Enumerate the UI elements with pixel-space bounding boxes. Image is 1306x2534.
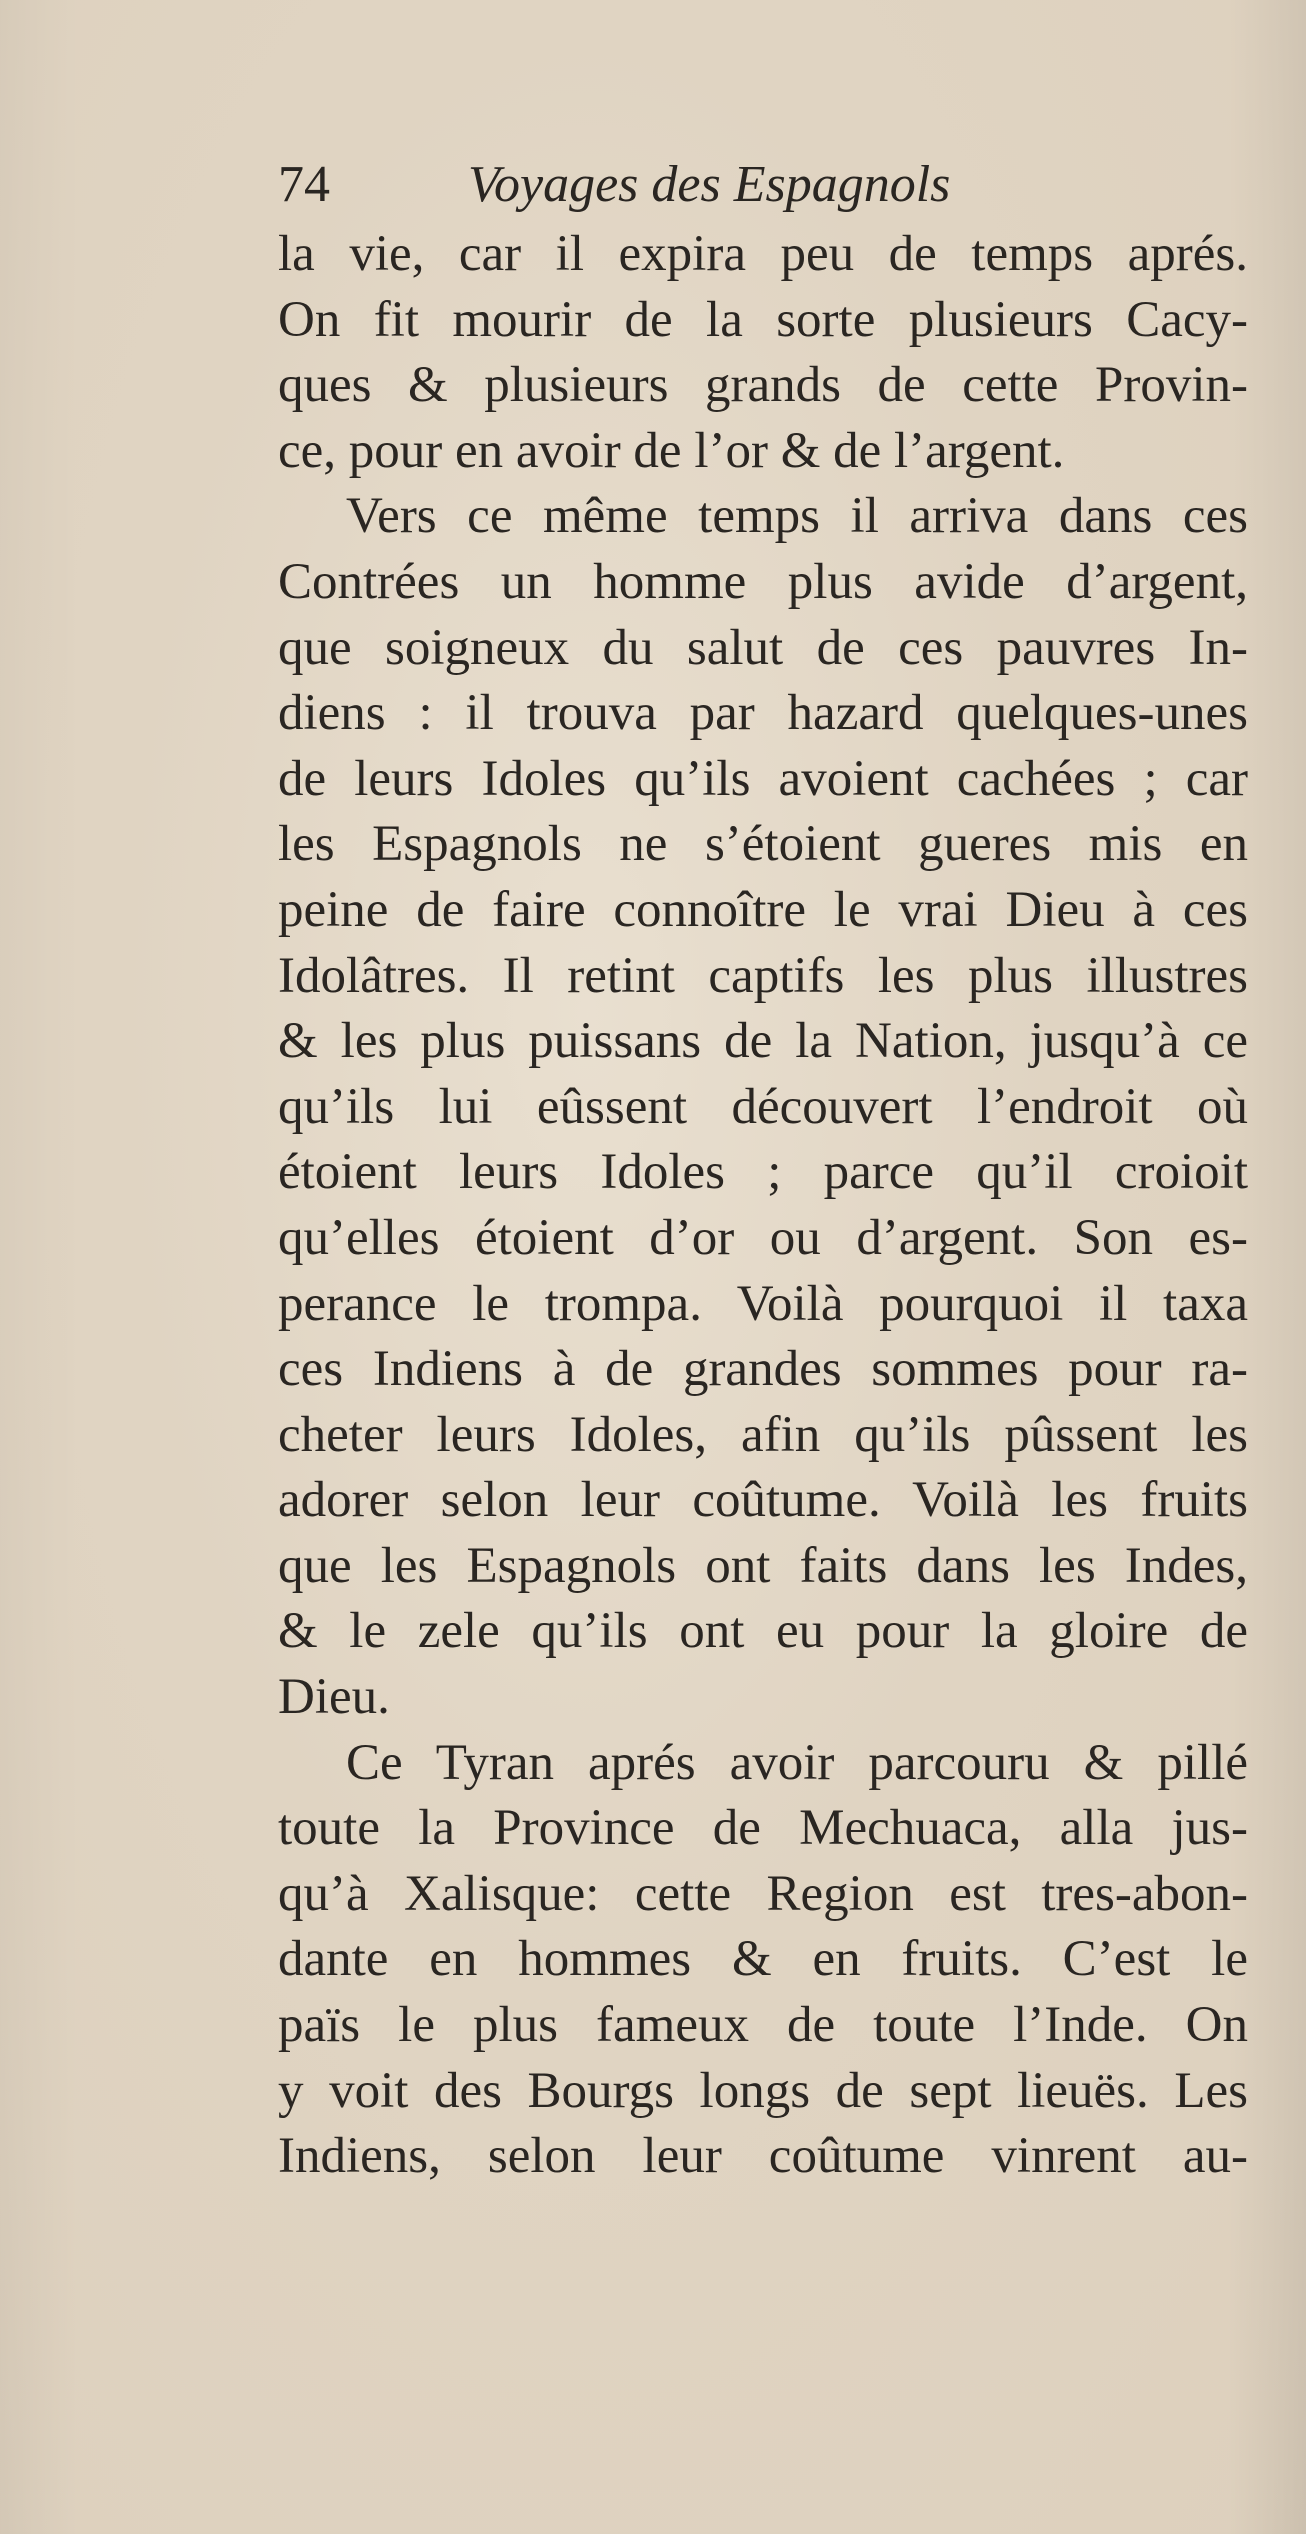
text-line: Contrées un homme plus avide d’argent, [278,553,1248,610]
text-line: la vie, car il expira peu de temps aprés. [278,226,1248,282]
text-line: Vers ce même temps il arriva dans ces [346,488,1248,545]
text-line: Dieu. [278,1669,390,1726]
text-line: Ce Tyran aprés avoir parcouru & pillé [346,1734,1248,1791]
paragraph [278,222,1248,484]
text-line: étoient leurs Idoles ; parce qu’il croioit [278,1144,1248,1201]
text-line: ce, pour en avoir de l’or & de l’argent. [278,422,1065,479]
text-line: On fit mourir de la sorte plusieurs Cacy- [278,291,1248,348]
text-line: Indiens, selon leur coûtume vinrent au- [278,2128,1248,2185]
text-line: peine de faire connoître le vrai Dieu à ces [278,881,1248,938]
text-line: cheter leurs Idoles, afin qu’ils pûssent les [278,1406,1248,1463]
text-line: Idolâtres. Il retint captifs les plus illustres [278,947,1248,1004]
running-title: Voyages des Espagnols [468,156,951,213]
text-line: adorer selon leur coûtume. Voilà les fruits [278,1472,1248,1529]
text-line: de leurs Idoles qu’ils avoient cachées ; car [278,750,1248,807]
page-header [278,150,1078,220]
text-line: qu’à Xalisque: cette Region est tres-abon- [278,1865,1248,1922]
text-line: ces Indiens à de grandes sommes pour ra- [278,1341,1248,1398]
text-line: païs le plus fameux de toute l’Inde. On [278,1997,1248,2054]
text-line: dante en hommes & en fruits. C’est le [278,1931,1248,1988]
text-line: & le zele qu’ils ont eu pour la gloire de [278,1603,1248,1660]
text-line: perance le trompa. Voilà pourquoi il taxa [278,1275,1248,1332]
text-line: qu’elles étoient d’or ou d’argent. Son es- [278,1209,1248,1266]
text-line: que les Espagnols ont faits dans les Indes, [278,1537,1248,1594]
body-text [278,222,1248,2190]
text-line: & les plus puissans de la Nation, jusqu’à ce [278,1013,1248,1070]
page-number: 74 [278,156,330,213]
text-line: ques & plusieurs grands de cette Provin- [278,357,1248,414]
text-line: y voit des Bourgs longs de sept lieuës. Les [278,2062,1248,2119]
paragraph [278,1731,1248,2190]
text-line: diens : il trouva par hazard quelques-unes [278,685,1248,742]
paragraph [278,484,1248,1730]
text-line: que soigneux du salut de ces pauvres In- [278,619,1248,676]
text-line: les Espagnols ne s’étoient gueres mis en [278,816,1248,873]
text-line: toute la Province de Mechuaca, alla jus- [278,1800,1248,1857]
text-line: qu’ils lui eûssent découvert l’endroit où [278,1078,1248,1135]
